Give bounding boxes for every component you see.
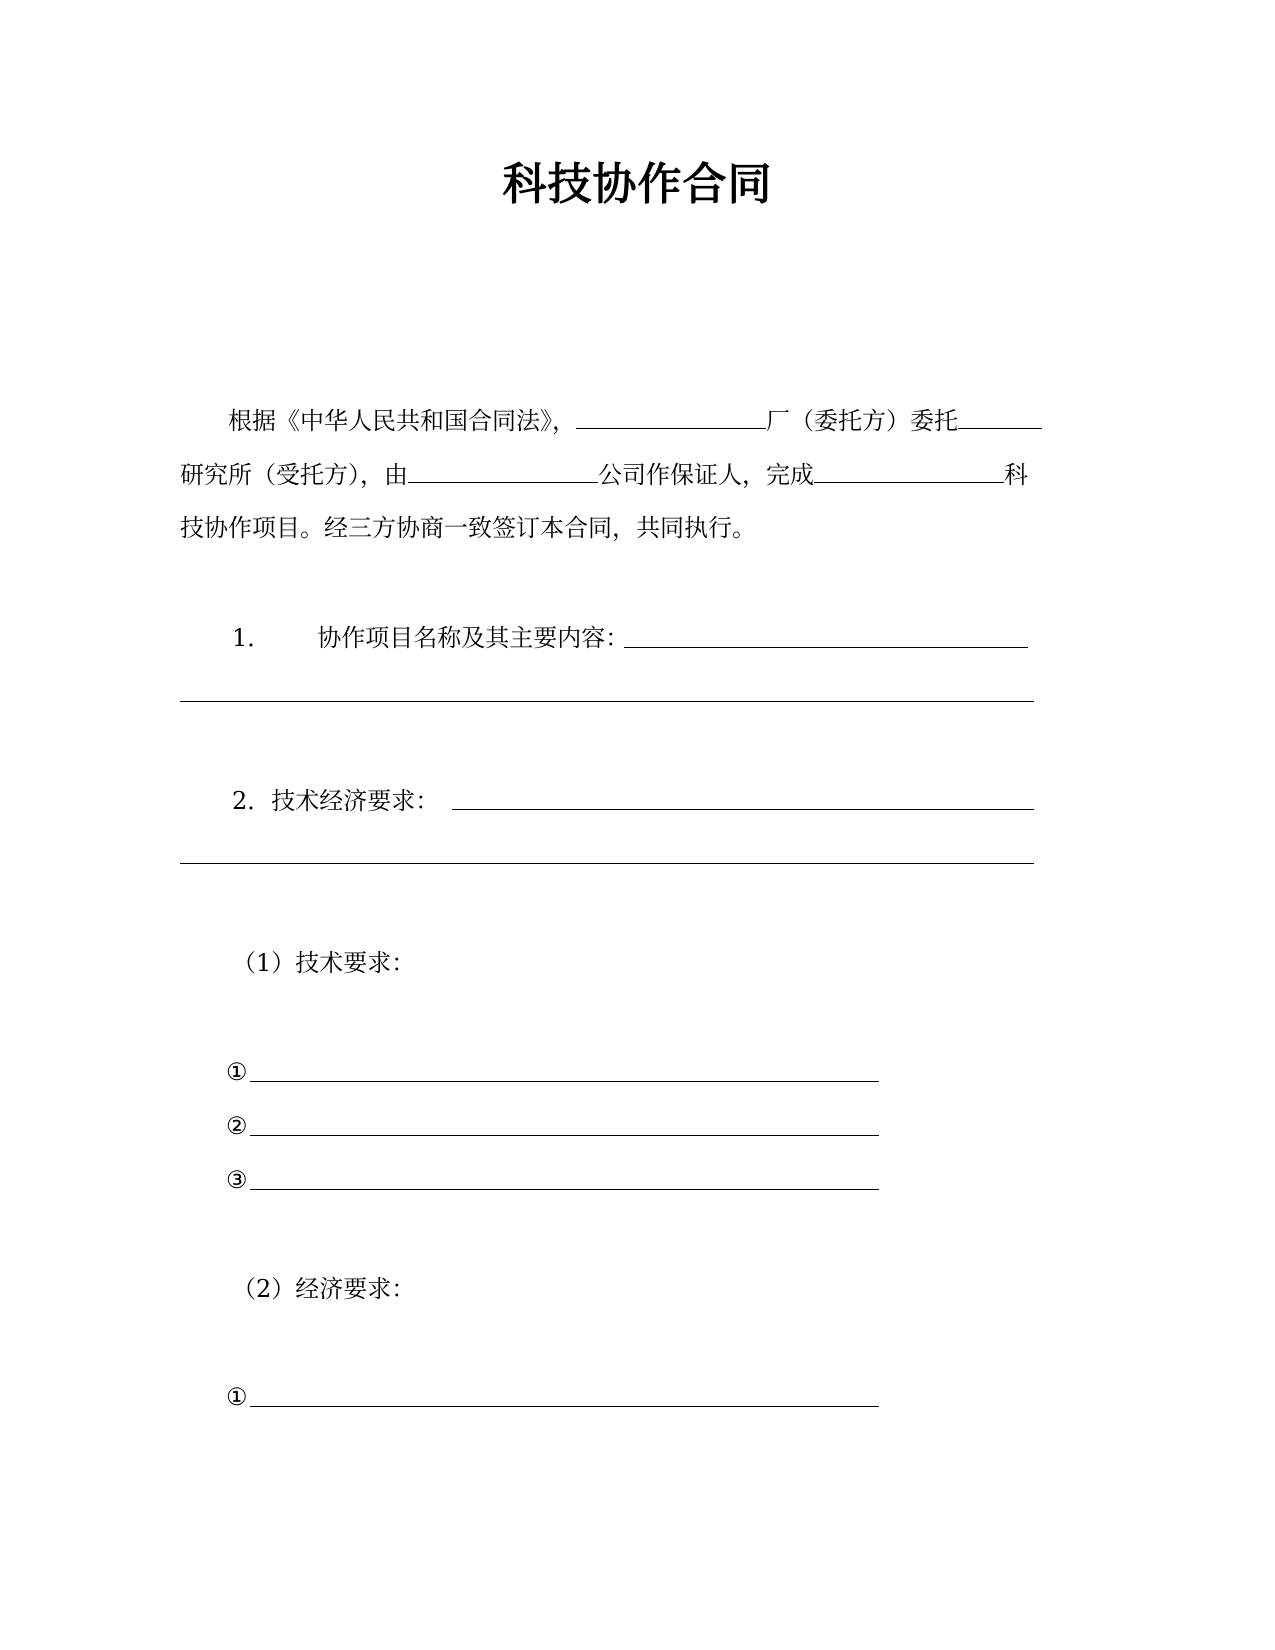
project-name-blank[interactable] (814, 458, 1004, 483)
econ-requirement-1-blank[interactable] (250, 1406, 879, 1407)
intro-text-1b: 厂（委托方）委托 (766, 407, 958, 435)
item-1-label: 协作项目名称及其主要内容： (317, 624, 630, 652)
item-1 (232, 622, 629, 654)
tech-requirement-2 (226, 1110, 248, 1142)
tech-requirement-1-blank[interactable] (250, 1081, 879, 1082)
item-1-number: 1． (232, 624, 272, 652)
item-2-blank-line-2[interactable] (180, 863, 1034, 864)
tech-requirement-3-blank[interactable] (250, 1189, 879, 1190)
item-2-number: 2． (232, 787, 272, 815)
item-2-blank[interactable] (452, 809, 1034, 810)
tech-requirements-heading: （1）技术要求： (232, 949, 416, 977)
tech-requirement-2-marker: ② (226, 1112, 248, 1140)
econ-requirement-1-marker: ① (226, 1383, 248, 1411)
tech-requirement-3-marker: ③ (226, 1166, 248, 1194)
item-1-blank-line-2[interactable] (180, 701, 1034, 702)
tech-requirement-3 (226, 1164, 248, 1196)
factory-blank[interactable] (576, 404, 766, 429)
page-title: 科技协作合同 (502, 159, 773, 210)
intro-line-1 (228, 404, 1042, 437)
item-2 (232, 785, 439, 817)
econ-requirements-heading: （2）经济要求： (232, 1275, 416, 1303)
intro-text-2c: 科 (1004, 461, 1028, 489)
intro-text-1a: 根据《中华人民共和国合同法》， (228, 407, 576, 435)
tech-requirement-1-marker: ① (226, 1058, 248, 1086)
institute-blank[interactable] (958, 404, 1042, 429)
intro-line-3 (180, 512, 756, 544)
item-1-blank[interactable] (624, 647, 1028, 648)
guarantor-company-blank[interactable] (408, 458, 598, 483)
item-2-label: 技术经济要求： (271, 787, 440, 815)
intro-text-2b: 公司作保证人，完成 (598, 461, 814, 489)
intro-text-3: 技协作项目。经三方协商一致签订本合同，共同执行。 (180, 514, 756, 542)
intro-line-2 (180, 458, 1028, 491)
tech-requirement-2-blank[interactable] (250, 1135, 879, 1136)
tech-requirement-1 (226, 1056, 248, 1088)
intro-text-2a: 研究所（受托方），由 (180, 461, 408, 489)
econ-requirement-1 (226, 1381, 248, 1413)
